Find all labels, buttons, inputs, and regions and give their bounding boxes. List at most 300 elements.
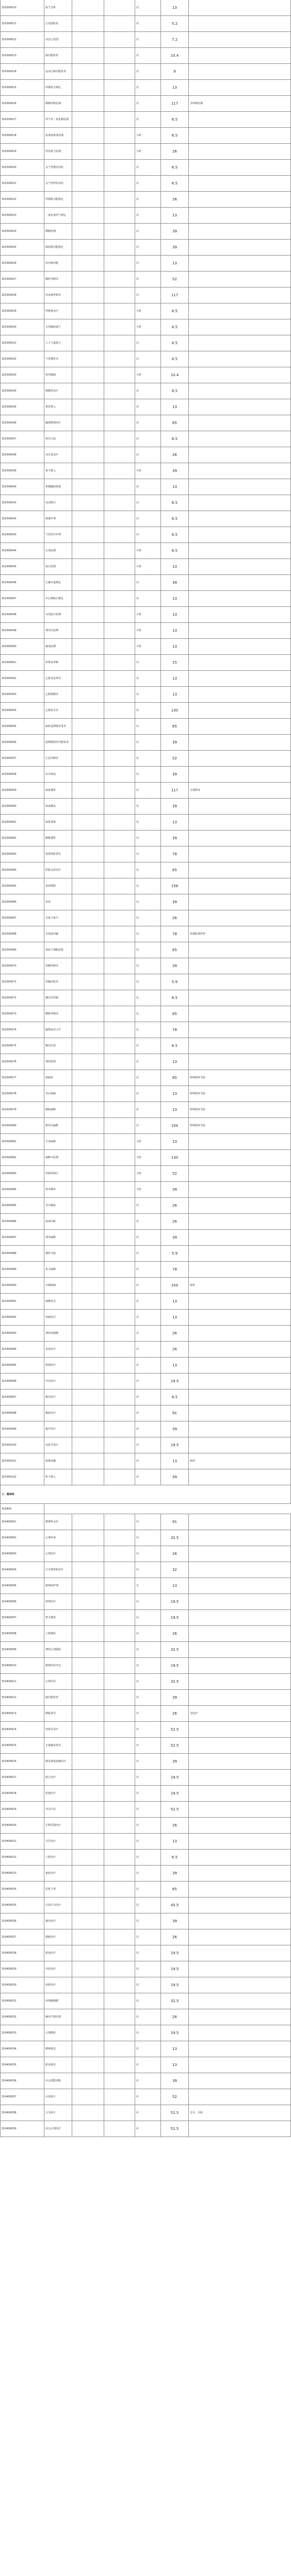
item-content	[72, 511, 104, 527]
item-exclusion	[104, 1453, 135, 1469]
table-row	[0, 1198, 291, 1214]
item-unit: 次	[135, 415, 161, 431]
table-row	[0, 1690, 291, 1706]
item-name: 神经阻滞	[44, 1054, 72, 1070]
item-content	[72, 671, 104, 686]
item-name: 家庭治疗	[44, 1866, 72, 1881]
item-unit: 次	[135, 511, 161, 527]
item-code: 310300054	[0, 703, 44, 718]
item-code: 310300067	[0, 910, 44, 926]
item-note	[189, 399, 291, 415]
item-exclusion	[104, 2057, 135, 2073]
item-price: 39	[161, 1421, 189, 1437]
item-code: 310300029	[0, 303, 44, 319]
item-exclusion	[104, 1102, 135, 1117]
item-unit: 次	[135, 1278, 161, 1293]
item-exclusion	[104, 1294, 135, 1309]
item-exclusion	[104, 335, 135, 351]
table-row	[0, 1086, 291, 1102]
item-code: 310300078	[0, 1086, 44, 1101]
item-note	[189, 1961, 291, 1977]
item-content	[72, 240, 104, 255]
table-row	[0, 846, 291, 862]
item-exclusion	[104, 176, 135, 191]
item-exclusion	[104, 399, 135, 415]
item-exclusion	[104, 623, 135, 638]
item-price: 6.5	[161, 527, 189, 543]
item-exclusion	[104, 383, 135, 399]
item-content	[72, 1389, 104, 1405]
item-unit: 小时	[135, 128, 161, 143]
item-note	[189, 2057, 291, 2073]
item-unit: 次	[135, 1642, 161, 1657]
item-unit: 小时	[135, 1166, 161, 1181]
item-name: 行为观察和治疗	[44, 1562, 72, 1578]
item-unit: 次	[135, 831, 161, 846]
item-note	[189, 958, 291, 974]
item-price: 26	[161, 1706, 189, 1721]
item-note	[189, 463, 291, 479]
item-note	[189, 1786, 291, 1801]
table-row	[0, 2089, 291, 2105]
table-row	[0, 1850, 291, 1866]
item-price: 6.5	[161, 431, 189, 447]
item-note	[189, 1214, 291, 1229]
item-unit: 小时	[135, 367, 161, 383]
item-unit: 次	[135, 1022, 161, 1038]
table-row	[0, 367, 291, 383]
item-unit: 次	[135, 751, 161, 766]
item-name: 支气管激发试验	[44, 160, 72, 175]
item-unit: 次	[135, 767, 161, 782]
item-unit: 次	[135, 687, 161, 702]
table-row	[0, 1642, 291, 1658]
item-price: 13	[161, 559, 189, 574]
item-code: 310400032	[0, 2009, 44, 2025]
item-price: 39	[161, 1182, 189, 1197]
table-row	[0, 128, 291, 144]
item-name: 椎管内麻醉	[44, 1118, 72, 1133]
item-content	[72, 272, 104, 287]
item-note	[189, 1150, 291, 1165]
item-content	[72, 176, 104, 191]
item-code: 310300033	[0, 367, 44, 383]
item-note	[189, 575, 291, 590]
item-exclusion	[104, 511, 135, 527]
item-price: 91	[161, 1405, 189, 1421]
item-note	[189, 655, 291, 670]
item-note	[189, 1850, 291, 1865]
item-unit: 次	[135, 1310, 161, 1325]
item-exclusion	[104, 1262, 135, 1277]
item-price: 78	[161, 1022, 189, 1038]
item-exclusion	[104, 1342, 135, 1357]
item-code: 310300060	[0, 799, 44, 814]
item-note	[189, 1246, 291, 1261]
item-unit: 次	[135, 1246, 161, 1261]
item-unit: 小时	[135, 623, 161, 638]
table-row	[0, 1722, 291, 1738]
item-note	[189, 256, 291, 271]
item-content	[72, 367, 104, 383]
item-unit: 次	[135, 1786, 161, 1801]
table-row	[0, 1389, 291, 1405]
item-note	[189, 2121, 291, 2137]
table-row	[0, 926, 291, 942]
item-name: 沙盘治疗	[44, 1961, 72, 1977]
item-price: 52.5	[161, 1722, 189, 1737]
item-note	[189, 192, 291, 207]
item-content	[72, 735, 104, 750]
item-name: 脑电监测	[44, 639, 72, 654]
table-row	[0, 767, 291, 783]
item-content	[72, 1897, 104, 1913]
item-note	[189, 1929, 291, 1945]
item-exclusion	[104, 1626, 135, 1641]
item-unit: 次	[135, 208, 161, 223]
item-code: 310300056	[0, 735, 44, 750]
table-row	[0, 655, 291, 671]
item-note	[189, 703, 291, 718]
item-note	[189, 272, 291, 287]
item-code: 310300011	[0, 16, 44, 31]
item-unit: 次	[135, 447, 161, 463]
item-unit: 次	[135, 240, 161, 255]
table-row	[0, 80, 291, 96]
item-code: 310300082	[0, 1150, 44, 1165]
item-code: 310300041	[0, 495, 44, 511]
item-exclusion	[104, 942, 135, 958]
item-content	[72, 1850, 104, 1865]
item-name: 心电图检查	[44, 16, 72, 31]
item-code: 310400018	[0, 1786, 44, 1801]
item-code: 310300013	[0, 48, 44, 63]
item-unit: 次	[135, 719, 161, 734]
item-name: 综合心理治疗	[44, 2121, 72, 2137]
item-content	[72, 751, 104, 766]
item-code: 310300087	[0, 1230, 44, 1245]
item-exclusion	[104, 1437, 135, 1453]
item-note	[189, 719, 291, 734]
table-row	[0, 1326, 291, 1342]
item-price: 39	[161, 735, 189, 750]
item-unit: 次	[135, 96, 161, 111]
item-name: 起搏器程控功能检查	[44, 735, 72, 750]
item-unit: 小时	[135, 144, 161, 159]
item-code: 310300053	[0, 687, 44, 702]
item-exclusion	[104, 1134, 135, 1149]
item-code: 310400025	[0, 1897, 44, 1913]
item-content	[72, 1546, 104, 1562]
item-code: 310400004	[0, 1562, 44, 1578]
item-content	[72, 1134, 104, 1149]
item-code: 310300031	[0, 335, 44, 351]
item-note	[189, 846, 291, 862]
item-exclusion	[104, 80, 135, 95]
item-unit: 次	[135, 1358, 161, 1373]
item-name: 体外循环	[44, 1182, 72, 1197]
item-price: 13	[161, 623, 189, 638]
table-row	[0, 543, 291, 559]
item-code: 310300021	[0, 176, 44, 191]
table-row	[0, 862, 291, 878]
item-name: 鞘内注射	[44, 1038, 72, 1054]
item-unit: 次	[135, 926, 161, 942]
table-row	[0, 144, 291, 160]
item-note	[189, 160, 291, 175]
item-code: 310400008	[0, 1626, 44, 1641]
table-row	[0, 272, 291, 287]
table-row	[0, 1070, 291, 1086]
item-price: 52.5	[161, 1802, 189, 1817]
item-note	[189, 1230, 291, 1245]
item-exclusion	[104, 1961, 135, 1977]
table-row	[0, 831, 291, 846]
item-price: 26	[161, 2009, 189, 2025]
item-exclusion	[104, 96, 135, 111]
item-content	[72, 1834, 104, 1849]
item-content	[72, 846, 104, 862]
item-exclusion	[104, 1405, 135, 1421]
item-code: 310300040	[0, 479, 44, 495]
item-code: 310400010	[0, 1658, 44, 1673]
item-price: 15	[161, 655, 189, 670]
item-name: 经皮血气监测	[44, 144, 72, 159]
item-note: 含另，另收	[189, 2105, 291, 2121]
item-unit: 小时	[135, 543, 161, 558]
item-unit: 次	[135, 815, 161, 830]
item-note	[189, 1022, 291, 1038]
item-price: 52.5	[161, 2105, 189, 2121]
item-name: 床旁血滤	[44, 767, 72, 782]
item-unit: 次	[135, 1562, 161, 1578]
table-row	[0, 431, 291, 447]
item-name: 胰岛素低血糖治疗	[44, 1754, 72, 1769]
item-unit: 次	[135, 1342, 161, 1357]
item-content	[72, 1610, 104, 1625]
item-exclusion	[104, 0, 135, 15]
item-price: 39	[161, 1469, 189, 1485]
item-note: 含监护	[189, 1706, 291, 1721]
item-unit: 次	[135, 287, 161, 303]
item-content	[72, 831, 104, 846]
item-exclusion	[104, 751, 135, 766]
item-content	[72, 543, 104, 558]
item-exclusion	[104, 256, 135, 271]
item-code: 310300045	[0, 559, 44, 574]
item-code: 310400015	[0, 1738, 44, 1753]
item-name: 控制性降压	[44, 1166, 72, 1181]
item-exclusion	[104, 32, 135, 47]
item-name: 呼吸阻力测定	[44, 80, 72, 95]
item-name: 心输出量测定	[44, 575, 72, 590]
item-exclusion	[104, 64, 135, 79]
item-unit: 次	[135, 591, 161, 606]
item-code: 310300020	[0, 160, 44, 175]
item-note	[189, 1294, 291, 1309]
table-row	[0, 383, 291, 399]
item-code: 310300042	[0, 511, 44, 527]
item-name: 粒子植入	[44, 1469, 72, 1485]
item-name: 心理治疗	[44, 1546, 72, 1562]
item-note	[189, 144, 291, 159]
item-unit: 次	[135, 479, 161, 495]
item-content	[72, 926, 104, 942]
table-row	[0, 224, 291, 240]
table-row	[0, 751, 291, 767]
item-price: 13	[161, 607, 189, 622]
item-content	[72, 1642, 104, 1657]
item-unit: 次	[135, 735, 161, 750]
item-unit: 次	[135, 1913, 161, 1929]
item-name: 气管切开护理	[44, 527, 72, 543]
item-note	[189, 112, 291, 127]
item-price: 13	[161, 256, 189, 271]
table-row	[0, 1578, 291, 1594]
item-exclusion	[104, 1118, 135, 1133]
table-row	[0, 783, 291, 799]
item-unit: 次	[135, 1546, 161, 1562]
item-name: 行为矫正	[44, 2105, 72, 2121]
item-name: 血液灌流	[44, 799, 72, 814]
item-price: 13	[161, 80, 189, 95]
item-note	[189, 831, 291, 846]
item-name: 静脉麻醉	[44, 1102, 72, 1117]
item-note	[189, 1437, 291, 1453]
table-row	[0, 415, 291, 431]
item-exclusion	[104, 655, 135, 670]
item-code: 310300079	[0, 1102, 44, 1117]
table-row	[0, 1405, 291, 1421]
item-content	[72, 894, 104, 910]
item-note	[189, 287, 291, 303]
item-unit: 次	[135, 176, 161, 191]
item-code: 310300063	[0, 846, 44, 862]
item-unit: 次	[135, 1070, 161, 1086]
item-content	[72, 415, 104, 431]
table-row	[0, 1562, 291, 1578]
item-note	[189, 479, 291, 495]
item-price: 19.5	[161, 2025, 189, 2041]
item-price: 78	[161, 846, 189, 862]
item-name: 社会技能训练	[44, 2073, 72, 2089]
item-exclusion	[104, 1326, 135, 1341]
item-code: 310300037	[0, 431, 44, 447]
item-name: 机械辅助排痰	[44, 479, 72, 495]
item-exclusion	[104, 1469, 135, 1485]
item-name: 精神病护理	[44, 1578, 72, 1594]
item-note	[189, 1578, 291, 1594]
item-note	[189, 351, 291, 367]
item-note	[189, 1802, 291, 1817]
table-row	[0, 1166, 291, 1182]
item-code: 310400007	[0, 1610, 44, 1625]
item-note	[189, 0, 291, 15]
item-unit: 次	[135, 1118, 161, 1133]
item-content	[72, 431, 104, 447]
item-price: 52.5	[161, 2121, 189, 2137]
item-code: 310300014	[0, 64, 44, 79]
item-code: 310300032	[0, 351, 44, 367]
item-exclusion	[104, 2009, 135, 2025]
item-price: 32.5	[161, 1674, 189, 1689]
item-name: 脑电生物反馈	[44, 2009, 72, 2025]
item-content	[72, 974, 104, 990]
item-code: 310400005	[0, 1578, 44, 1594]
item-price: 39	[161, 767, 189, 782]
item-code: 310300023	[0, 208, 44, 223]
item-note	[189, 1262, 291, 1277]
item-exclusion	[104, 735, 135, 750]
item-exclusion	[104, 16, 135, 31]
item-content	[72, 1405, 104, 1421]
item-exclusion	[104, 783, 135, 798]
item-note	[189, 1626, 291, 1641]
item-note	[189, 32, 291, 47]
item-name: 职业康复	[44, 2057, 72, 2073]
item-code: 310400036	[0, 2073, 44, 2089]
table-row	[0, 351, 291, 367]
item-note	[189, 1754, 291, 1769]
item-price: 39	[161, 1690, 189, 1705]
item-code: 310300091	[0, 1294, 44, 1309]
item-name: 智力测查	[44, 1610, 72, 1625]
item-unit: 次	[135, 671, 161, 686]
item-unit: 次	[135, 1453, 161, 1469]
item-name: 免疫吸附	[44, 878, 72, 894]
item-code: 310300077	[0, 1070, 44, 1086]
item-exclusion	[104, 1945, 135, 1961]
item-name: 呼吸机治疗	[44, 303, 72, 319]
item-price: 39	[161, 575, 189, 590]
item-unit: 次	[135, 799, 161, 814]
item-exclusion	[104, 1214, 135, 1229]
item-note	[189, 671, 291, 686]
item-content	[72, 1802, 104, 1817]
table-row	[0, 112, 291, 128]
item-exclusion	[104, 1166, 135, 1181]
item-code: 310300094	[0, 1342, 44, 1357]
item-name: 心脏除颤术	[44, 687, 72, 702]
item-note	[189, 1722, 291, 1737]
item-name: 动态心电图	[44, 32, 72, 47]
item-name: 自体血回输	[44, 926, 72, 942]
table-row	[0, 1182, 291, 1198]
item-name: 光量子血疗	[44, 910, 72, 926]
table-row	[0, 287, 291, 303]
item-price: 26	[161, 447, 189, 463]
item-price: 39	[161, 463, 189, 479]
item-price: 13	[161, 1358, 189, 1373]
item-note	[189, 751, 291, 766]
item-note	[189, 1546, 291, 1562]
item-unit: 次	[135, 1658, 161, 1673]
item-price: 6.5	[161, 1389, 189, 1405]
item-content	[72, 319, 104, 335]
item-note	[189, 862, 291, 878]
item-unit: 次	[135, 1294, 161, 1309]
item-code: 310300039	[0, 463, 44, 479]
item-name: 淋巴结穿刺	[44, 990, 72, 1006]
item-content	[72, 1866, 104, 1881]
item-exclusion	[104, 1278, 135, 1293]
item-price: 32.5	[161, 1993, 189, 2009]
item-name: 支气管舒张试验	[44, 176, 72, 191]
item-code: 310400006	[0, 1594, 44, 1609]
item-exclusion	[104, 1086, 135, 1101]
item-content	[72, 1294, 104, 1309]
item-exclusion	[104, 575, 135, 590]
